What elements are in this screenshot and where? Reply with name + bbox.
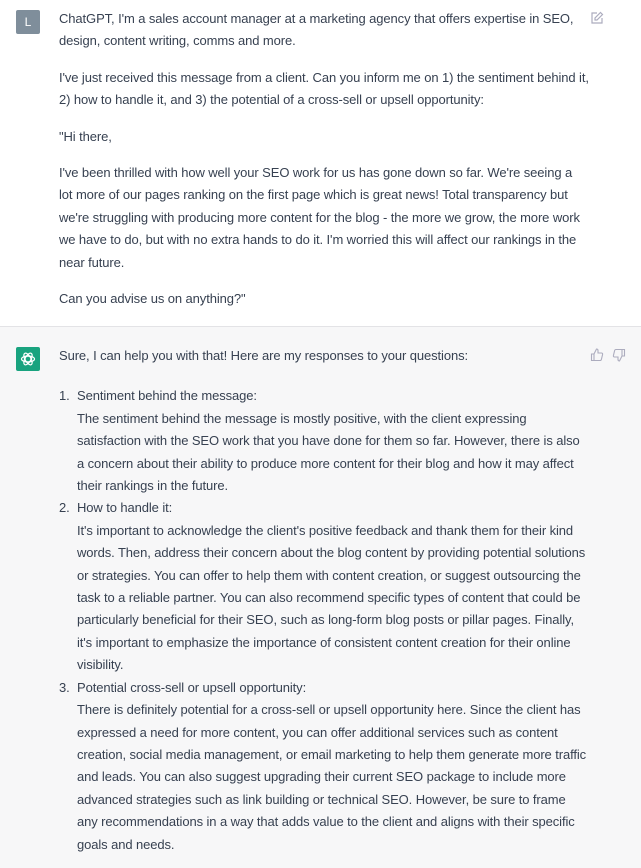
chatgpt-logo-icon: [16, 347, 40, 371]
item-title: Potential cross-sell or upsell opportunity:: [77, 679, 307, 695]
item-body: It's important to acknowledge the client's positive feedback and thank them for their kind words. Then, address their concern about the blog content by providing potential solutions or strategies. You can offer to help them with content creation, or suggest outsourcing the task to a reliable partner. You can also recommend specific types of content that could be particularly beneficial for their SEO, such as long-form blog posts or pillar pages. Finally, it's important to emphasize the importance of consistent content creation for their online visibility.: [77, 522, 586, 673]
list-item: 1. Sentiment behind the message: The sentiment behind the message is mostly positive, with the client expressing satisfaction with the SEO work that you have done for them so far. However, there is also a concern about their ability to produce more content for their blog and how it may affect their rankings in the future.: [59, 385, 589, 497]
assistant-message: [0, 327, 641, 868]
item-body: There is definitely potential for a cross-sell or upsell opportunity here. Since the client has expressed a need for more content, you can offer additional services such as content creation, social media management, or email marketing to help them generate more traffic and leads. You can also suggest upgrading their current SEO package to include more advanced strategies such as link building or technical SEO. However, be sure to frame any recommendations in a way that adds value to the client and aligns with their specific goals and needs.: [77, 702, 587, 852]
paragraph: "Hi there,: [59, 128, 112, 144]
paragraph: I've been thrilled with how well your SEO work for us has gone down so far. We're seeing a lot more of our pages ranking on the first page which is great news! Total transparency but we're struggling with producing more content for the blog - the more we grow, the more work we have to do, but with no extra hands to do it. I'm worried this will affect our rankings in the near future.: [59, 165, 580, 270]
item-title: How to handle it:: [77, 500, 173, 516]
paragraph: I've just received this message from a client. Can you inform me on 1) the sentiment behind it, 2) how to handle it, and 3) the potential of a cross-sell or upsell opportunity:: [59, 69, 589, 108]
edit-icon[interactable]: [590, 11, 604, 28]
item-body: The sentiment behind the message is mostly positive, with the client expressing satisfaction with the SEO work that you have done for them so far. However, there is also a concern about their ability to produce more content for their blog and how it may affect their rankings in the future.: [77, 410, 580, 494]
paragraph: ChatGPT, I'm a sales account manager at a marketing agency that offers expertise in SEO, design, content writing, comms and more.: [59, 11, 574, 49]
thumbs-up-icon[interactable]: [590, 348, 604, 365]
user-message-text: [59, 8, 589, 324]
list-item: 2. How to handle it: It's important to acknowledge the client's positive feedback and thank them for their kind words. Then, address their concern about the blog content by providing potential solutions or strategies. You can offer to help them with content creation, or suggest outsourcing the task to a reliable partner. You can also recommend specific types of content that could be particularly beneficial for their SEO, such as long-form blog posts or pillar pages. Finally, it's important to emphasize the importance of consistent content creation for their online visibility.: [59, 497, 589, 676]
user-avatar: L: [16, 10, 40, 34]
thumbs-down-icon[interactable]: [612, 348, 626, 365]
user-message: [0, 0, 641, 327]
item-title: Sentiment behind the message:: [77, 388, 257, 404]
response-list: [59, 385, 589, 856]
list-item: 3. Potential cross-sell or upsell opportunity: There is definitely potential for a cross-sell or upsell opportunity here. Since the client has expressed a need for more content, you can offer additional services such as content creation, social media management, or email marketing to help them generate more traffic and leads. You can also suggest upgrading their current SEO package to include more advanced strategies such as link building or technical SEO. However, be sure to frame any recommendations in a way that adds value to the client and aligns with their specific goals and needs.: [59, 677, 589, 856]
paragraph: Can you advise us on anything?": [59, 291, 246, 307]
intro: Sure, I can help you with that! Here are my responses to your questions:: [59, 348, 469, 363]
assistant-message-text: [59, 345, 589, 856]
